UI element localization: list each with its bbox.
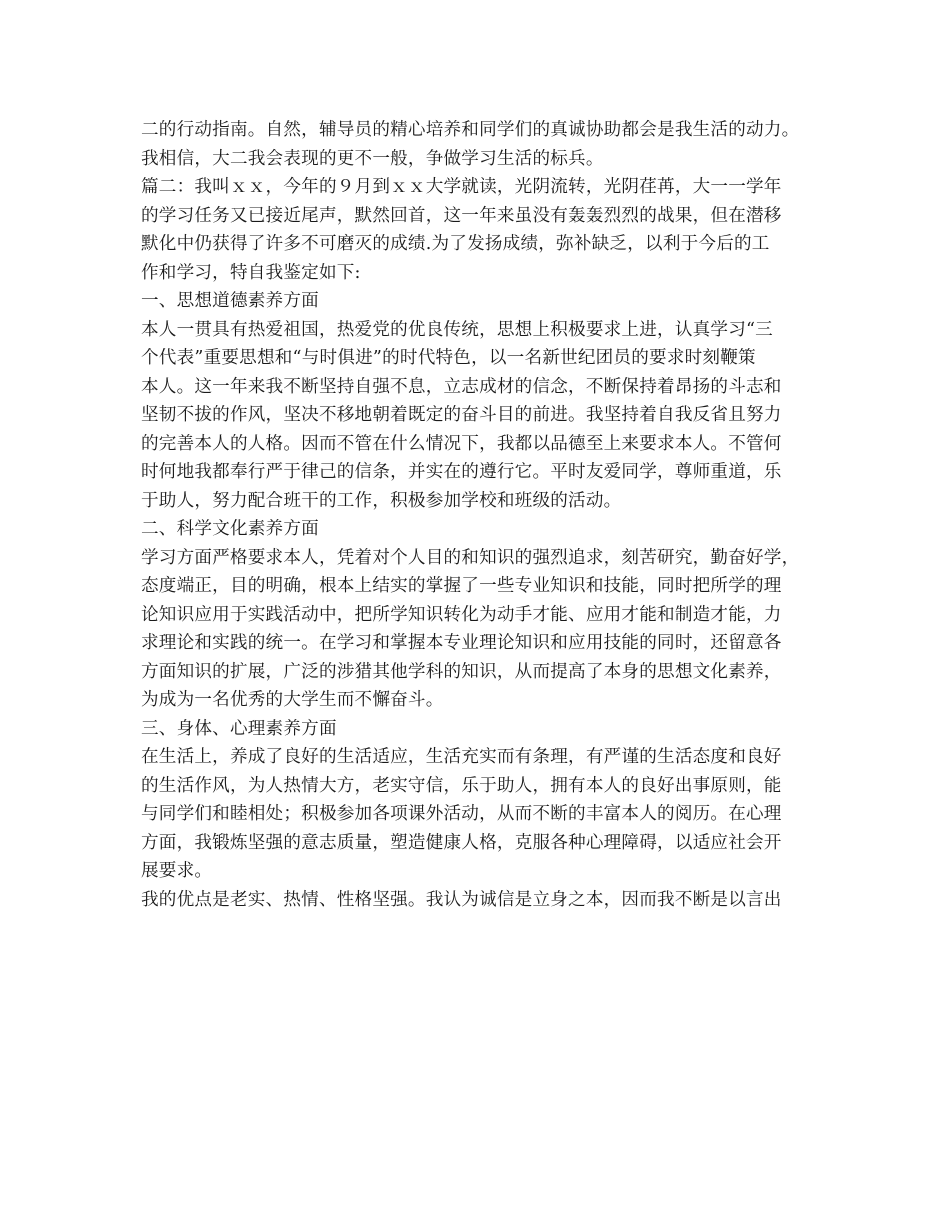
text-line: 方面，我锻炼坚强的意志质量，塑造健康人格，克服各种心理障碍，以适应社会开 [141, 832, 782, 853]
text-line: 论知识应用于实践活动中，把所学知识转化为动手才能、应用才能和制造才能，力 [141, 604, 782, 625]
text-line: 的完善本人的人格。因而不管在什么情况下，我都以品德至上来要求本人。不管何 [141, 433, 782, 454]
text-line: 于助人，努力配合班干的工作，积极参加学校和班级的活动。 [141, 490, 622, 511]
document-body [141, 116, 821, 914]
text-line: 展要求。 [141, 861, 213, 881]
text-line: 求理论和实践的统一。在学习和掌握本专业理论知识和应用技能的同时，还留意各 [141, 633, 782, 653]
text-line: 在生活上，养成了良好的生活适应，生活充实而有条理，有严谨的生活态度和良好 [141, 747, 782, 767]
text-line: 方面知识的扩展，广泛的涉猎其他学科的知识，从而提高了本身的思想文化素养， [141, 661, 782, 682]
text-line: 我的优点是老实、热情、性格坚强。我认为诚信是立身之本，因而我不断是以言出 [141, 889, 782, 910]
text-line: 我相信，大二我会表现的更不一般，争做学习生活的标兵。 [141, 148, 604, 169]
text-line: 本人。这一年来我不断坚持自强不息，立志成材的信念，不断保持着昂扬的斗志和 [141, 376, 782, 397]
text-line: 的生活作风，为人热情大方，老实守信，乐于助人，拥有本人的良好出事原则，能 [141, 775, 782, 796]
text-line: 默化中仍获得了许多不可磨灭的成绩.为了发扬成绩，弥补缺乏，以利于今后的工 [141, 234, 770, 254]
section-heading: 一、思想道德素养方面 [141, 291, 319, 311]
text-line: 坚韧不拔的作风，坚决不移地朝着既定的奋斗目的前进。我坚持着自我反省且努力 [141, 405, 782, 425]
text-line: 二的行动指南。自然，辅导员的精心培养和同学们的真诚协助都会是我生活的动力。 [141, 120, 800, 140]
text-line: 与同学们和睦相处；积极参加各项课外活动，从而不断的丰富本人的阅历。在心理 [141, 804, 782, 824]
text-line: 态度端正，目的明确，根本上结实的掌握了一些专业知识和技能，同时把所学的理 [141, 576, 782, 596]
text-line: 个代表”重要思想和“与时俱进”的时代特色，以一名新世纪团员的要求时刻鞭策 [141, 348, 756, 368]
text-line: 作和学习，特自我鉴定如下: [141, 262, 361, 283]
text-line: 为成为一名优秀的大学生而不懈奋斗。 [141, 690, 444, 710]
section-heading: 三、身体、心理素养方面 [141, 718, 337, 739]
text-line: 时何地我都奉行严于律己的信条，并实在的遵行它。平时友爱同学，尊师重道，乐 [141, 462, 782, 482]
text-line: 本人一贯具有热爱祖国，热爱党的优良传统，思想上积极要求上进，认真学习“三 [141, 319, 773, 340]
text-line: 篇二：我叫ｘｘ，今年的９月到ｘｘ大学就读，光阴流转，光阴荏苒，大一一学年 [141, 177, 782, 197]
section-heading: 二、科学文化素养方面 [141, 519, 319, 539]
text-line: 学习方面严格要求本人，凭着对个人目的和知识的强烈追求，刻苦研究，勤奋好学， [141, 547, 800, 568]
text-line: 的学习任务又已接近尾声，默然回首，这一年来虽没有轰轰烈烈的战果，但在潜移 [141, 205, 782, 226]
